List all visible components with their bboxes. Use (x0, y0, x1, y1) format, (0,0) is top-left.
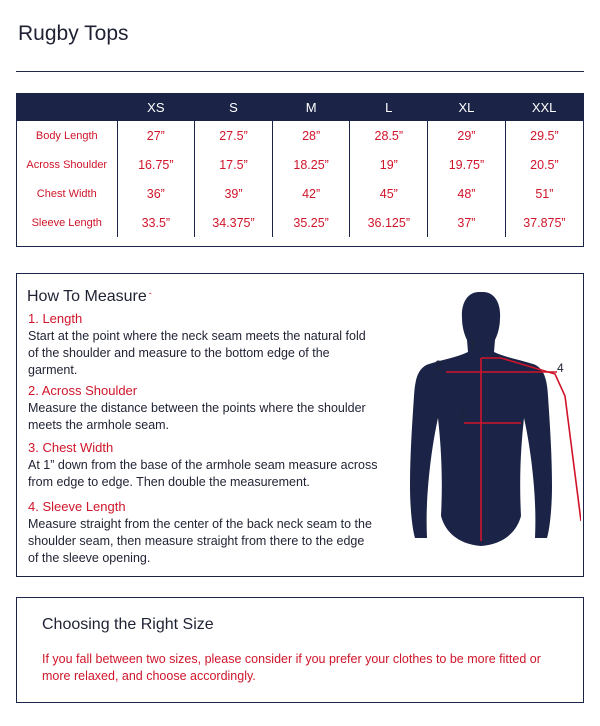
table-cell: 33.5” (117, 208, 195, 237)
table-cell: 36” (117, 179, 195, 208)
choosing-size-text: If you fall between two sizes, please consider if you prefer your clothes to be more fitted or more relaxed, and choose accordingly. (42, 652, 541, 683)
body-silhouette-figure (405, 286, 581, 556)
choosing-size-heading: Choosing the Right Size (42, 616, 214, 633)
table-cell: 18.25” (272, 150, 350, 179)
table-cell: 19.75” (428, 150, 506, 179)
step-text: Start at the point where the neck seam meets the natural fold of the shoulder and measure to the bottom edge of the garment. (28, 329, 366, 377)
table-cell: 37.875” (505, 208, 583, 237)
table-cell: 35.25” (272, 208, 350, 237)
size-header-s: S (195, 94, 273, 121)
row-label: Chest Width (36, 187, 97, 200)
heading-text: How To Measure (27, 288, 147, 305)
table-cell: 16.75” (117, 150, 195, 179)
table-cell: 39” (195, 179, 273, 208)
table-cell: 20.5” (505, 150, 583, 179)
how-to-measure-heading (27, 288, 152, 306)
table-cell: 37” (428, 208, 506, 237)
table-cell: 28” (272, 121, 350, 150)
table-row (17, 179, 583, 208)
size-header-xs: XS (117, 94, 195, 121)
table-cell: 42” (272, 179, 350, 208)
row-label: Sleeve Length (31, 216, 102, 229)
table-cell: 45” (350, 179, 428, 208)
table-cell: 48” (428, 179, 506, 208)
step-chest-width (28, 440, 378, 491)
step-length (28, 311, 378, 379)
table-cell: 29.5” (505, 121, 583, 150)
size-header-xxl: XXL (505, 94, 583, 121)
step-sleeve-length (28, 499, 378, 567)
table-cell: 36.125” (350, 208, 428, 237)
step-title: 3. Chest Width (28, 440, 114, 455)
table-cell: 19” (350, 150, 428, 179)
table-cell: 34.375” (195, 208, 273, 237)
table-cell: 17.5” (195, 150, 273, 179)
table-cell: 27.5” (195, 121, 273, 150)
how-to-measure-panel (16, 273, 584, 577)
marker-2: 2 (435, 358, 442, 372)
step-across-shoulder (28, 383, 378, 434)
header-corner (17, 94, 117, 121)
heading-mark: - (148, 288, 152, 298)
size-header-l: L (350, 94, 428, 121)
size-header-m: M (272, 94, 350, 121)
table-row (17, 150, 583, 179)
table-row (17, 208, 583, 237)
size-chart-table (17, 94, 583, 237)
step-title: 2. Across Shoulder (28, 383, 138, 398)
size-header-xl: XL (428, 94, 506, 121)
step-text: Measure the distance between the points where the shoulder meets the armhole seam. (28, 401, 366, 432)
table-cell: 28.5” (350, 121, 428, 150)
size-header-row (17, 94, 583, 121)
marker-3: 3 (459, 408, 466, 422)
step-title: 1. Length (28, 311, 83, 326)
step-text: At 1” down from the base of the armhole seam measure across from edge to edge. Then double the measurement. (28, 458, 378, 489)
title-divider (16, 71, 584, 72)
marker-4: 4 (557, 361, 564, 375)
table-cell: 29” (428, 121, 506, 150)
row-label: Across Shoulder (26, 158, 108, 171)
table-cell: 27” (117, 121, 195, 150)
page-title: Rugby Tops (18, 22, 129, 45)
table-cell: 51” (505, 179, 583, 208)
step-text: Measure straight from the center of the back neck seam to the shoulder seam, then measure straight from there to the edge of the sleeve opening. (28, 517, 372, 565)
step-title: 4. Sleeve Length (28, 499, 126, 514)
marker-1: 1 (469, 338, 476, 352)
choosing-size-panel (16, 597, 584, 703)
row-label: Body Length (35, 129, 98, 142)
table-row (17, 121, 583, 150)
